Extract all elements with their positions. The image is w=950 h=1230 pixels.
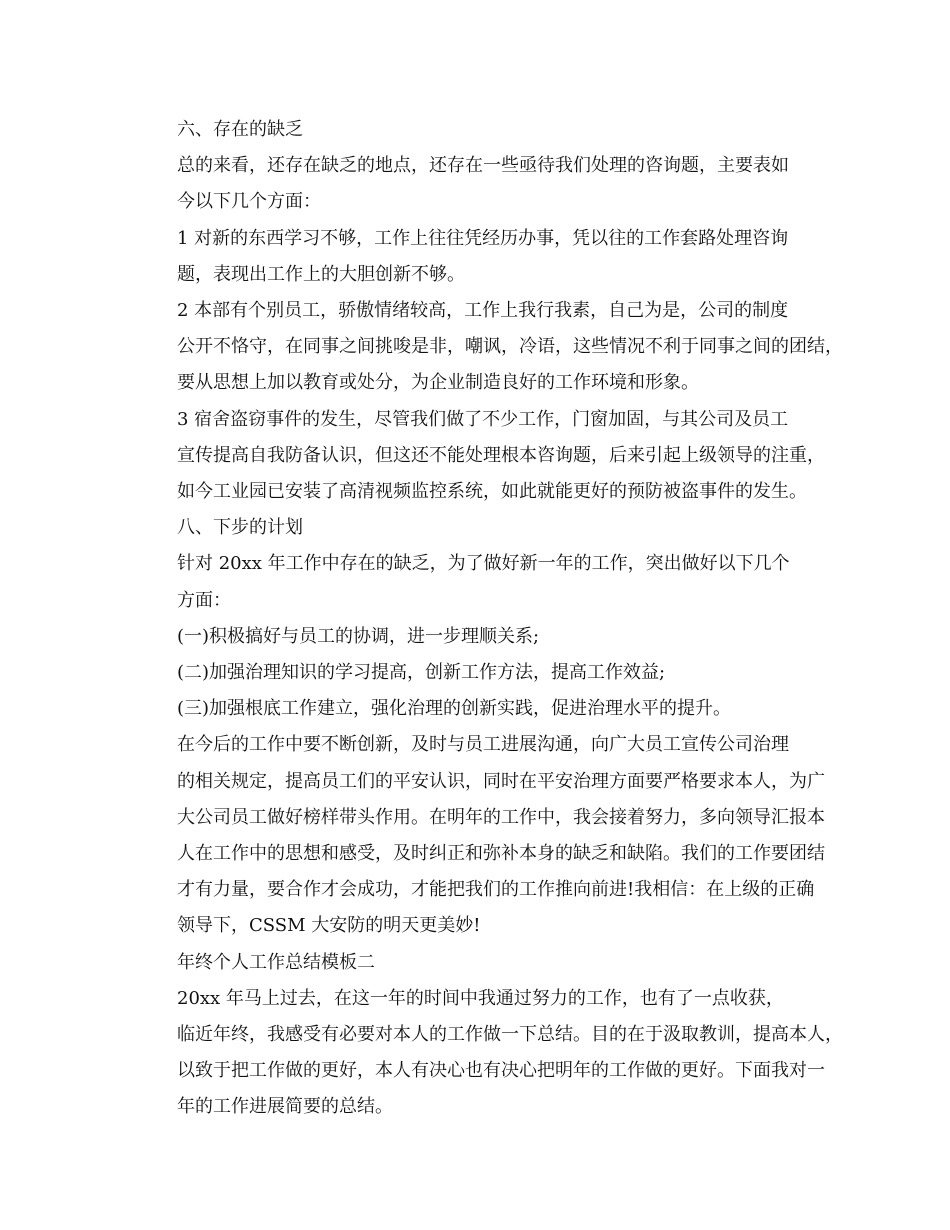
paragraph-summary bbox=[141, 148, 813, 220]
heading-section-6 bbox=[141, 112, 813, 148]
text-line: 大公司员工做好榜样带头作用。在明年的工作中，我会接着努力，多向领导汇报本 bbox=[177, 806, 825, 828]
text-line: 领导下，CSSM 大安防的明天更美妙! bbox=[177, 915, 481, 937]
paragraph-template-2-intro bbox=[141, 981, 843, 1126]
paragraph-item-3 bbox=[141, 402, 825, 511]
paragraph-plan-1 bbox=[141, 619, 813, 655]
text-line: 如今工业园已安装了高清视频监控系统，如此就能更好的预防被盗事件的发生。 bbox=[177, 481, 807, 503]
text-line: 要从思想上加以教育或处分，为企业制造良好的工作环境和形象。 bbox=[177, 372, 699, 394]
text-line: (一)积极搞好与员工的协调，进一步理顺关系; bbox=[177, 625, 540, 647]
text-line: 公开不恪守，在同事之间挑唆是非，嘲讽，冷语，这些情况不利于同事之间的团结， bbox=[177, 336, 843, 358]
document-page bbox=[141, 112, 843, 1126]
text-line: 六、存在的缺乏 bbox=[177, 119, 303, 140]
text-line: (三)加强根底工作建立，强化治理的创新实践，促进治理水平的提升。 bbox=[177, 698, 732, 720]
text-line: 总的来看，还存在缺乏的地点，还存在一些亟待我们处理的咨询题，主要表如 bbox=[177, 155, 789, 177]
paragraph-plan-2 bbox=[141, 655, 813, 691]
text-line: 今以下几个方面： bbox=[177, 191, 321, 213]
text-line: 在今后的工作中要不断创新，及时与员工进展沟通，向广大员工宣传公司治理 bbox=[177, 734, 789, 756]
text-line: 2 本部有个别员工，骄傲情绪较高，工作上我行我素，自己为是，公司的制度 bbox=[177, 300, 789, 322]
paragraph-item-1 bbox=[141, 221, 813, 293]
text-line: 年的工作进展简要的总结。 bbox=[177, 1096, 393, 1118]
text-line: 以致于把工作做的更好，本人有决心也有决心把明年的工作做的更好。下面我对一 bbox=[177, 1060, 825, 1082]
text-line: 题，表现出工作上的大胆创新不够。 bbox=[177, 263, 465, 285]
text-line: 宣传提高自我防备认识，但这还不能处理根本咨询题，后来引起上级领导的注重， bbox=[177, 444, 825, 466]
text-line: 1 对新的东西学习不够，工作上往往凭经历办事，凭以往的工作套路处理咨询 bbox=[177, 227, 789, 249]
text-line: 才有力量，要合作才会成功，才能把我们的工作推向前进!我相信：在上级的正确 bbox=[177, 879, 815, 901]
paragraph-plan-intro bbox=[141, 546, 813, 618]
paragraph-plan-3 bbox=[141, 691, 813, 727]
paragraph-item-2 bbox=[141, 293, 843, 402]
text-line: 针对 20xx 年工作中存在的缺乏，为了做好新一年的工作，突出做好以下几个 bbox=[177, 553, 790, 575]
paragraph-outlook bbox=[141, 727, 825, 944]
text-line: 的相关规定，提高员工们的平安认识，同时在平安治理方面要严格要求本人，为广 bbox=[177, 770, 825, 792]
text-line: 八、下步的计划 bbox=[177, 517, 303, 539]
text-line: 人在工作中的思想和感受，及时纠正和弥补本身的缺乏和缺陷。我们的工作要团结 bbox=[177, 843, 825, 865]
heading-section-8 bbox=[141, 510, 813, 546]
heading-template-2 bbox=[141, 945, 813, 981]
text-line: 3 宿舍盗窃事件的发生，尽管我们做了不少工作，门窗加固，与其公司及员工 bbox=[177, 408, 789, 430]
text-line: (二)加强治理知识的学习提高，创新工作方法，提高工作效益; bbox=[177, 662, 666, 684]
text-line: 临近年终，我感受有必要对本人的工作做一下总结。目的在于汲取教训，提高本人， bbox=[177, 1024, 843, 1046]
text-line: 方面： bbox=[177, 589, 231, 611]
text-line: 20xx 年马上过去，在这一年的时间中我通过努力的工作，也有了一点收获， bbox=[177, 987, 784, 1009]
text-line: 年终个人工作总结模板二 bbox=[177, 951, 375, 973]
